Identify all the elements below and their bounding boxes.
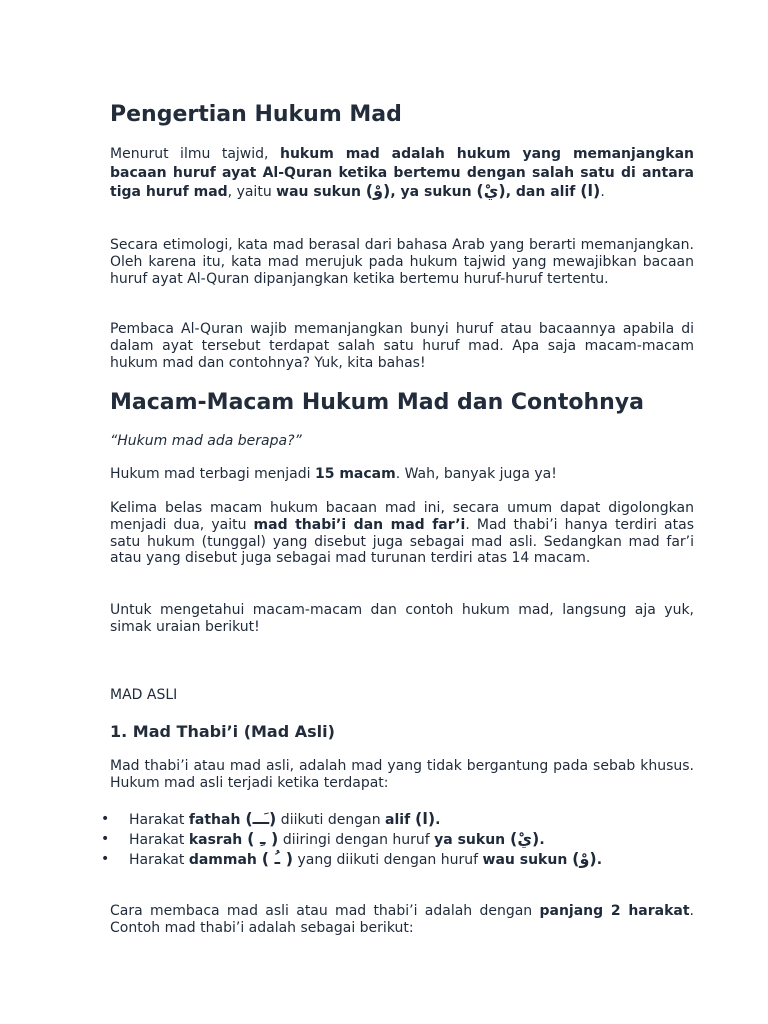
italic-quote: “Hukum mad ada berapa?” xyxy=(110,433,302,449)
bold-run: wau sukun xyxy=(276,184,366,200)
arabic-harakat: ( ـِ ) xyxy=(247,829,279,848)
list-item xyxy=(110,809,694,829)
text-run: . Wah, banyak juga ya! xyxy=(395,466,557,482)
text-run: Kelima belas macam hukum bacaan mad ini, secara umum dapat digolongkan menjadi dua, yaitu xyxy=(110,500,694,533)
bold-run: , ya sukun xyxy=(390,184,477,200)
text-run: Harakat xyxy=(129,852,189,868)
bold-run: . xyxy=(596,852,603,868)
bold-run: fathah xyxy=(188,812,246,828)
section-title-pengertian: Pengertian Hukum Mad xyxy=(110,102,402,127)
text-run: yang diikuti dengan huruf xyxy=(293,852,483,868)
bold-run: kasrah xyxy=(188,832,248,848)
paragraph-obligation: Pembaca Al-Quran wajib memanjangkan bunyi huruf atau bacaannya apabila di dalam ayat tersebut terdapat salah satu huruf mad. Apa saja macam-macam hukum mad dan contohnya? Yuk, kita bahas! xyxy=(110,321,694,371)
paragraph-definition xyxy=(110,145,694,202)
arabic-letter: (ا) xyxy=(415,809,436,828)
label-mad-asli: MAD ASLI xyxy=(110,687,178,703)
text-run: Hukum mad terbagi menjadi xyxy=(110,466,315,482)
heading-mad-thabii: 1. Mad Thabi’i (Mad Asli) xyxy=(110,722,335,741)
bold-run: wau sukun xyxy=(482,852,573,868)
paragraph-count xyxy=(110,466,694,483)
arabic-harakat: ( ـُ ) xyxy=(261,849,294,868)
bold-run: . xyxy=(539,832,545,848)
text-run: . Contoh mad thabi’i adalah sebagai berikut: xyxy=(110,903,694,936)
section-title-macam: Macam-Macam Hukum Mad dan Contohnya xyxy=(110,390,644,415)
arabic-letter: (يْ) xyxy=(476,181,506,200)
arabic-letter: (ا) xyxy=(580,181,601,200)
text-run: . Mad thabi’i hanya terdiri atas satu hukum (tunggal) yang disebut juga sebagai mad asli. Sedangkan mad far’i atau yang disebut juga sebagai mad turunan terdiri atas 14 macam. xyxy=(110,516,695,567)
list-item xyxy=(110,829,694,849)
bold-run: ya sukun xyxy=(434,832,511,848)
paragraph-classification xyxy=(110,500,694,567)
bold-run: dammah xyxy=(188,852,262,868)
arabic-letter: (يْ) xyxy=(510,829,540,848)
bold-run: panjang 2 harakat xyxy=(539,903,690,919)
list-item xyxy=(110,849,694,869)
text-run: Harakat xyxy=(129,832,189,848)
harakat-list xyxy=(110,809,694,869)
bold-run: hukum mad adalah hukum yang memanjangkan bacaan huruf ayat Al-Quran ketika bertemu dengan salah satu di antara tiga huruf mad xyxy=(110,146,694,200)
text-run: diikuti dengan xyxy=(276,812,386,828)
paragraph-intro-list: Untuk mengetahui macam-macam dan contoh hukum mad, langsung aja yuk, simak uraian berikut! xyxy=(110,602,694,635)
text-run: , yaitu xyxy=(227,184,277,200)
bold-run: . xyxy=(435,812,441,828)
text-run: Cara membaca mad asli atau mad thabi’i adalah dengan xyxy=(110,903,540,919)
paragraph-etymology: Secara etimologi, kata mad berasal dari bahasa Arab yang berarti memanjangkan. Oleh karena itu, kata mad merujuk pada hukum tajwid yang mewajibkan bacaan huruf ayat Al-Quran dipanjangkan ketika bertemu huruf-huruf tertentu. xyxy=(110,237,694,287)
arabic-letter: (وْ) xyxy=(572,849,597,868)
arabic-letter: (وْ) xyxy=(365,181,391,200)
bold-run: mad thabi’i dan mad far’i xyxy=(253,516,466,533)
text-run: diiringi dengan huruf xyxy=(278,832,435,848)
arabic-harakat: (ـَــ) xyxy=(245,809,277,828)
text-run: Menurut ilmu tajwid, xyxy=(110,146,280,162)
text-run: Harakat xyxy=(129,812,189,828)
quote-question xyxy=(110,433,694,450)
bold-run: 15 macam xyxy=(314,466,396,482)
paragraph-reading-length xyxy=(110,903,694,937)
text-run: . xyxy=(600,184,605,200)
bold-run: alif xyxy=(385,812,416,828)
paragraph-mad-thabii: Mad thabi’i atau mad asli, adalah mad yang tidak bergantung pada sebab khusus. Hukum mad asli terjadi ketika terdapat: xyxy=(110,758,694,791)
bold-run: , dan alif xyxy=(505,184,581,200)
